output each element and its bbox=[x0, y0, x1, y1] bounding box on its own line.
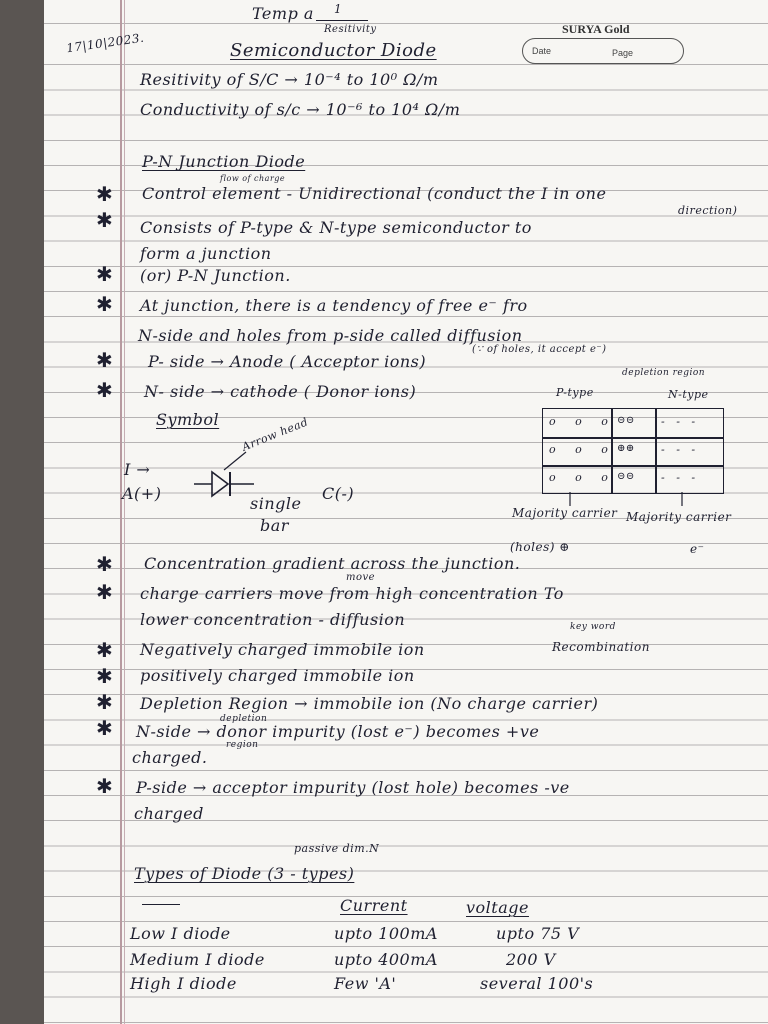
bullet-12: ✱ bbox=[96, 716, 113, 740]
page-label: Page bbox=[612, 48, 634, 58]
region-note: region bbox=[226, 740, 259, 750]
diffusion-line-1: Concentration gradient across the junction. bbox=[144, 554, 521, 573]
type-row-voltage: 200 V bbox=[506, 950, 556, 969]
recombination-note: Recombination bbox=[552, 640, 650, 654]
pn-line-3: form a junction bbox=[140, 244, 272, 263]
margin-line-inner bbox=[124, 0, 125, 1024]
col-voltage: voltage bbox=[466, 898, 529, 917]
pn-line-6: N-side and holes from p-side called diffusion bbox=[138, 326, 523, 345]
diffusion-line-2: charge carriers move from high concentration To bbox=[140, 584, 564, 603]
bullet-11: ✱ bbox=[96, 690, 113, 714]
strikethrough-mark bbox=[142, 904, 180, 905]
bullet-9: ✱ bbox=[96, 638, 113, 662]
diffusion-line-4: Negatively charged immobile ion bbox=[140, 640, 425, 659]
date-label: Date bbox=[532, 46, 552, 56]
junction-grid bbox=[542, 408, 724, 494]
bullet-5: ✱ bbox=[96, 348, 113, 372]
date-note: 17|10|2023. bbox=[65, 30, 146, 56]
type-row-current: Few 'A' bbox=[334, 974, 397, 993]
types-heading: Types of Diode (3 - types) bbox=[134, 864, 355, 883]
pn-line-7: P- side → Anode ( Acceptor ions) bbox=[148, 352, 427, 371]
pn-line-2: Consists of P-type & N-type semiconductor to bbox=[140, 218, 532, 237]
pn-line-4: (or) P-N Junction. bbox=[140, 266, 291, 285]
type-row-current: upto 100mA bbox=[334, 924, 438, 943]
cathode-label: C(-) bbox=[322, 484, 355, 503]
n-type-label: N-type bbox=[668, 388, 709, 401]
anode-label: A(+) bbox=[122, 484, 162, 503]
col-current: Current bbox=[340, 896, 408, 915]
diffusion-line-7: N-side → donor impurity (lost e⁻) becomes +ve bbox=[136, 722, 540, 741]
pn-line-7-note: (∵ of holes, it accept e⁻) bbox=[472, 344, 607, 355]
fraction-numerator: 1 bbox=[334, 2, 343, 16]
bullet-10: ✱ bbox=[96, 664, 113, 688]
current-label: I → bbox=[124, 460, 151, 479]
type-row-current: upto 400mA bbox=[334, 950, 438, 969]
diffusion-line-6: Depletion Region → immobile ion (No charge carrier) bbox=[140, 694, 599, 713]
majority-left: Majority carrier bbox=[512, 506, 618, 520]
diffusion-line-5: positively charged immobile ion bbox=[140, 666, 415, 685]
diffusion-line-10: charged bbox=[134, 804, 204, 823]
grid-row: o o o ⊝⊝ - - - bbox=[549, 471, 700, 484]
type-row-voltage: several 100's bbox=[480, 974, 594, 993]
fraction-denominator: Resitivity bbox=[324, 24, 377, 35]
bar-label: bar bbox=[260, 516, 289, 535]
bullet-1: ✱ bbox=[96, 182, 113, 206]
single-label: single bbox=[250, 494, 302, 513]
pn-heading: P-N Junction Diode bbox=[142, 152, 306, 171]
flow-note: flow of charge bbox=[220, 174, 286, 183]
page-title: Semiconductor Diode bbox=[230, 40, 437, 61]
bullet-4: ✱ bbox=[96, 292, 113, 316]
pn-line-1: Control element - Unidirectional (conduct the I in one bbox=[142, 184, 607, 203]
brand-logo: SURYA Gold bbox=[562, 22, 630, 36]
margin-line bbox=[120, 0, 122, 1024]
diffusion-line-8: charged. bbox=[132, 748, 208, 767]
depletion-label: depletion region bbox=[622, 368, 706, 378]
symbol-heading: Symbol bbox=[156, 410, 220, 429]
p-type-label: P-type bbox=[556, 386, 594, 399]
bullet-7: ✱ bbox=[96, 552, 113, 576]
bullet-3: ✱ bbox=[96, 262, 113, 286]
pn-line-8: N- side → cathode ( Donor ions) bbox=[144, 382, 417, 401]
temp-note: Temp a bbox=[252, 4, 314, 23]
notebook-page bbox=[44, 0, 768, 1024]
type-row-name: Medium I diode bbox=[130, 950, 265, 969]
type-row-voltage: upto 75 V bbox=[496, 924, 580, 943]
depletion-note: depletion bbox=[220, 714, 268, 724]
pn-line-1b: direction) bbox=[678, 204, 738, 217]
diffusion-line-3: lower concentration - diffusion bbox=[140, 610, 406, 629]
keyword-note: key word bbox=[570, 622, 616, 632]
bullet-2: ✱ bbox=[96, 208, 113, 232]
type-row-name: Low I diode bbox=[130, 924, 231, 943]
majority-right: Majority carrier bbox=[626, 510, 732, 524]
grid-row: o o o ⊝⊝ - - - bbox=[549, 415, 700, 428]
bullet-6: ✱ bbox=[96, 378, 113, 402]
conductivity-line: Conductivity of s/c → 10⁻⁶ to 10⁴ Ω/m bbox=[140, 100, 461, 119]
resistivity-line: Resitivity of S/C → 10⁻⁴ to 10⁰ Ω/m bbox=[140, 70, 439, 89]
grid-row: o o o ⊕⊕ - - - bbox=[549, 443, 700, 456]
bullet-13: ✱ bbox=[96, 774, 113, 798]
diffusion-line-9: P-side → acceptor impurity (lost hole) becomes -ve bbox=[136, 778, 570, 797]
pn-line-5: At junction, there is a tendency of free e⁻ fro bbox=[140, 296, 528, 315]
bullet-8: ✱ bbox=[96, 580, 113, 604]
arrow-head-label: Arrow head bbox=[240, 415, 311, 454]
type-row-name: High I diode bbox=[130, 974, 237, 993]
majority-right-sub: e⁻ bbox=[690, 542, 705, 556]
fraction-bar bbox=[316, 20, 368, 21]
passive-note: passive dim.N bbox=[294, 842, 380, 855]
move-note: move bbox=[346, 572, 376, 583]
majority-left-sub: (holes) ⊕ bbox=[510, 540, 570, 554]
